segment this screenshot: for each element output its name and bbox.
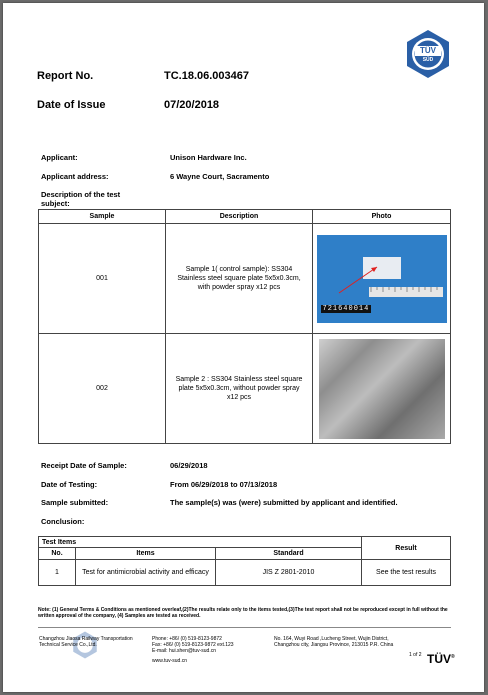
conclusion-label: Conclusion: <box>41 517 85 526</box>
test-standard: JIS Z 2801-2010 <box>216 560 362 586</box>
registered-mark: ® <box>451 654 455 660</box>
testing-date-value: From 06/29/2018 to 07/13/2018 <box>170 480 278 489</box>
date-of-issue-label: Date of Issue <box>37 99 106 111</box>
no-header: No. <box>39 548 76 560</box>
sample-header: Sample <box>39 210 166 224</box>
table-row <box>39 224 451 334</box>
table-row <box>39 560 451 586</box>
footer-brand-text: TÜV <box>427 652 451 666</box>
standard-header: Standard <box>216 548 362 560</box>
testing-date-label: Date of Testing: <box>41 480 98 489</box>
report-page <box>3 3 484 692</box>
sample-photo <box>317 235 447 323</box>
logo-text-top: TÜV <box>420 46 436 55</box>
photo-cell <box>313 224 451 334</box>
footer-note: Note: (1) General Terms & Conditions as mentioned overleaf,(2)The results relate only to the items tested,(3)The test report shall not be reproduced except in full without the written approval of the company, (4) Samples are tested as received. <box>38 607 448 619</box>
receipt-date-value: 06/29/2018 <box>170 461 208 470</box>
sample-description: Sample 2 : SS304 Stainless steel square plate 5x5x0.3cm, without powder spray x12 pcs <box>166 334 313 444</box>
footer-brand <box>427 652 455 666</box>
report-no-value: TC.18.06.003467 <box>164 70 250 82</box>
footer-company: Changzhou Jiaosa Railway Transportation Technical Service Co.,Ltd. <box>39 636 133 648</box>
photo-header: Photo <box>313 210 451 224</box>
sample-id: 001 <box>39 224 166 334</box>
description-header: Description <box>166 210 313 224</box>
applicant-label: Applicant: <box>41 153 78 162</box>
items-header: Items <box>76 548 216 560</box>
test-items-title: Test Items <box>39 537 362 548</box>
address-value: 6 Wayne Court, Sacramento <box>170 172 270 181</box>
footer-address: No. 164, Wuyi Road ,Lucheng Street, Wujin District, Changzhou city, Jiangsu Province, 213015 P.R. China <box>274 636 394 648</box>
steel-plate-photo <box>319 339 445 439</box>
page-number: 1 of 2 <box>409 652 422 658</box>
report-no-label: Report No. <box>37 70 94 82</box>
sample-description: Sample 1( control sample): SS304 Stainless steel square plate 5x5x0.3cm, with powder spray x12 pcs <box>166 224 313 334</box>
result-header: Result <box>362 537 451 560</box>
description-label: Description of the test subject: <box>41 190 121 208</box>
photo-cell <box>313 334 451 444</box>
sample-code-label: 721640014 <box>322 304 370 313</box>
sample-id: 002 <box>39 334 166 444</box>
table-row <box>39 334 451 444</box>
sample-submitted-label: Sample submitted: <box>41 498 109 507</box>
sample-table <box>38 209 451 444</box>
logo-text-bottom: SÜD <box>422 57 434 63</box>
footer-phone: Phone: +86/ (0) 519-8123-9872 <box>152 636 222 642</box>
footer-fax: Fax: +86/ (0) 519-8123-9872 ext.123 <box>152 642 234 648</box>
test-result: See the test results <box>362 560 451 586</box>
tuv-sud-logo <box>403 29 453 79</box>
footer-divider <box>38 627 451 628</box>
sample-submitted-value: The sample(s) was (were) submitted by applicant and identified. <box>170 498 398 507</box>
footer-email[interactable]: E-mail: hui.shen@tuv-sud.cn <box>152 648 216 654</box>
date-of-issue-value: 07/20/2018 <box>164 99 220 111</box>
test-items-table <box>38 536 451 586</box>
address-label: Applicant address: <box>41 172 109 181</box>
footer-website[interactable]: www.tuv-sud.cn <box>152 658 188 664</box>
test-item: Test for antimicrobial activity and efficacy <box>76 560 216 586</box>
applicant-value: Unison Hardware Inc. <box>170 153 247 162</box>
receipt-date-label: Receipt Date of Sample: <box>41 461 127 470</box>
test-no: 1 <box>39 560 76 586</box>
